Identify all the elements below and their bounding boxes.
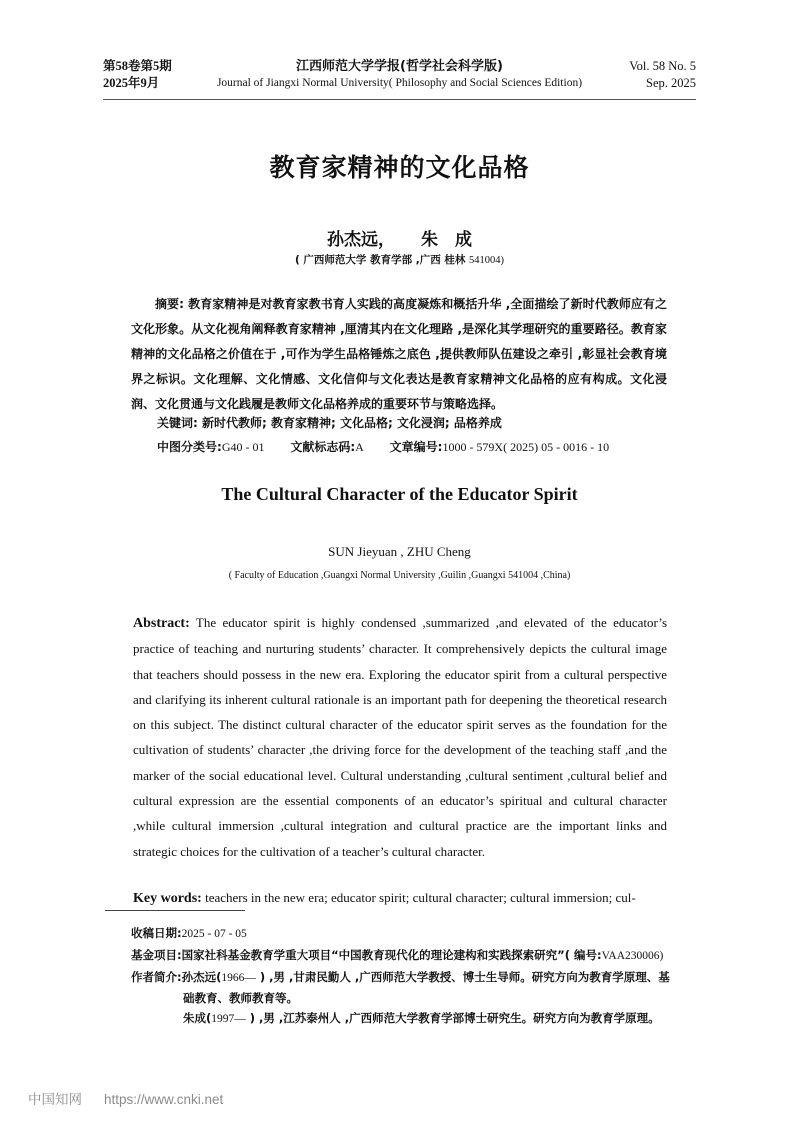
header-rule (103, 99, 696, 100)
keywords-label-cn: 关键词: (157, 416, 198, 430)
running-header (103, 58, 696, 98)
fund-project (131, 945, 663, 966)
doc-code-label: 文献标志码: (290, 440, 356, 454)
journal-name-en: Journal of Jiangxi Normal University( Philosophy and Social Sciences Edition) (216, 77, 583, 89)
fund-code: VAA230006) (601, 950, 664, 962)
affiliation-cn (0, 252, 799, 267)
keywords-en (133, 887, 667, 910)
journal-name-cn: 江西师范大学学报(哲学社会科学版) (296, 59, 503, 74)
footnote-rule (105, 910, 245, 911)
author-name: 孙杰远， (327, 230, 395, 250)
journal-name (103, 58, 696, 92)
received-label: 收稿日期: (131, 926, 182, 940)
bio-label: 作者简介: (131, 970, 182, 984)
authors-en: SUN Jieyuan , ZHU Cheng (328, 544, 471, 559)
affiliation-text: ( 广西师范大学 教育学部 ,广西 桂林 (294, 254, 466, 266)
abstract-text-en: The educator spirit is highly condensed ,summarized ,and elevated of the educator’s practice of teaching and nurturing students’ character. It comprehensively depicts the cultural image that teachers should possess in the new era. Exploring the educator spirit from a cultural perspective and clarifying its inherent cultural rationale is an important path for deepening the theoretical research on this subject. The distinct cultural character of the educator spirit serves as the foundation for the cultivation of students’ character ,the driving force for the development of the teaching staff ,and the marker of the social educational level. Cultural understanding ,cultural sentiment ,cultural belief and cultural expression are the essential components of an educator’s spiritual and cultural character ,while cultural immersion ,cultural integration and cultural practice are the important links and strategic choices for the cultivation of a teacher’s cultural character. (133, 615, 668, 859)
fund-label: 基金项目: (131, 948, 182, 962)
abstract-cn (131, 292, 667, 417)
classification-line (157, 436, 609, 458)
volume-issue-cn: 第58卷第5期 (103, 59, 172, 73)
keywords-text-en: teachers in the new era; educator spirit; cultural character; cultural immersion; cul- (205, 890, 636, 905)
article-title-en: The Cultural Character of the Educator Spirit (221, 484, 578, 504)
date-en: Sep. 2025 (646, 76, 696, 90)
author-name: 朱 成 (421, 230, 472, 250)
issue-info-en (629, 58, 696, 92)
bio1-continuation: 础教育、教师教育等。 (183, 991, 298, 1005)
affiliation-postcode: 541004) (469, 255, 505, 266)
article-title-cn: 教育家精神的文化品格 (269, 153, 530, 182)
authors-cn (0, 225, 799, 250)
article-no-label: 文章编号: (389, 440, 443, 454)
clc-label: 中图分类号: (157, 440, 222, 454)
received-date (131, 923, 247, 944)
abstract-text-cn: 教育家精神是对教育家教书育人实践的高度凝炼和概括升华 ,全面描绘了新时代教师应有之文化形象。从文化视角阐释教育家精神 ,厘清其内在文化理路 ,是深化其学理研究的重要路径。教育家精神的文化品格之价值在于 ,可作为学生品格锤炼之底色 ,提供教师队伍建设之牵引 ,彰显社会教育境界之标识。文化理解、文化情感、文化信仰与文化表达是教育家精神文化品格的应有构成。文化浸润、文化贯通与文化践履是教师文化品格养成的重要环节与策略选择。 (131, 297, 667, 411)
keywords-text-cn: 新时代教师; 教育家精神; 文化品格; 文化浸润; 品格养成 (202, 416, 502, 430)
bio2-name: 朱成( (183, 1011, 212, 1025)
clc-value: G40 - 01 (221, 440, 265, 454)
volume-issue-en: Vol. 58 No. 5 (629, 59, 696, 73)
cnki-url[interactable]: https://www.cnki.net (104, 1092, 224, 1107)
received-value: 2025 - 07 - 05 (181, 928, 247, 940)
fund-text: 国家社科基金教育学重大项目“中国教育现代化的理论建构和实践探索研究”( 编号: (181, 948, 602, 962)
article-no-value: 1000 - 579X( 2025) 05 - 0016 - 10 (442, 440, 610, 454)
abstract-en (133, 610, 667, 864)
bio1-year: 1966— (221, 972, 256, 984)
bio1-text: ) ,男 ,甘肃民勤人 ,广西师范大学教授、博士生导师。研究方向为教育学原理、基 (255, 970, 670, 984)
cnki-brand: 中国知网 (28, 1092, 82, 1108)
keywords-cn (157, 412, 502, 434)
bio1-name: 孙杰远( (181, 970, 222, 984)
affiliation-en: ( Faculty of Education ,Guangxi Normal University ,Guilin ,Guangxi 541004 ,China) (228, 570, 571, 581)
author-bio (131, 967, 701, 1029)
bio2-year: 1997— (211, 1013, 246, 1025)
cnki-watermark (28, 1088, 223, 1108)
doc-code-value: A (355, 440, 364, 454)
abstract-label-cn: 摘要: (155, 297, 184, 311)
abstract-label-en: Abstract: (133, 616, 190, 631)
date-cn: 2025年9月 (103, 76, 160, 90)
keywords-label-en: Key words: (133, 891, 202, 906)
bio2-text: ) ,男 ,江苏泰州人 ,广西师范大学教育学部博士研究生。研究方向为教育学原理。 (245, 1011, 660, 1025)
